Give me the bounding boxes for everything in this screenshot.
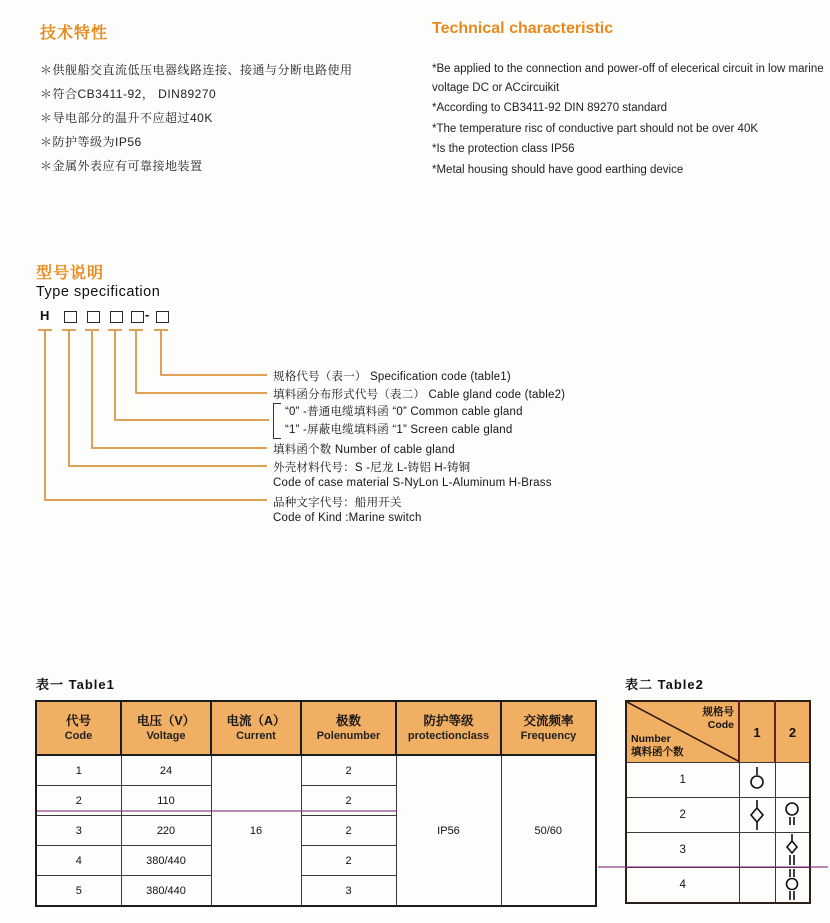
table2-corner-cell [626,701,739,763]
table2-row [626,833,810,868]
tech-title-cn: 技术特性 [40,25,109,42]
cell-voltage: 380/440 [121,876,211,907]
table2-row [626,868,810,904]
cell-gland-number: 3 [626,833,739,868]
model-code-box-2 [87,311,100,323]
label-common-gland: “0” -普通电缆填料函 “0” Common cable gland [285,406,523,418]
cell-voltage: 220 [121,816,211,846]
label-case-material-en: Code of case material S-NyLon L-Aluminum H-Brass [273,477,552,489]
cell-poles: 3 [301,876,396,907]
tech-bullet-en: *According to CB3411-92 DIN 89270 standard [432,102,668,114]
cell-voltage: 380/440 [121,846,211,876]
table1-header-code: 代号 Code [36,701,121,755]
table2-row [626,798,810,833]
label-case-material-cn: 外壳材料代号：S -尼龙 L-铸铝 H-铸铜 [273,462,471,474]
tech-bullets-cn [40,58,430,178]
cell-code: 5 [36,876,121,907]
cell-poles: 2 [301,846,396,876]
tech-bullet-en: *Be applied to the connection and power-off of elecerical circuit in low marine voltage DC or ACcircuikit [432,63,824,94]
label-kind-en: Code of Kind :Marine switch [273,512,422,524]
table1-caption: 表一 Table1 [36,677,115,692]
model-code-box-4 [131,311,144,323]
tech-bullet-cn: ＊导电部分的温升不应超过40K [40,111,213,125]
tech-bullets-en [432,60,824,181]
tech-title-en: Technical characteristic [432,20,614,37]
corner-top-en: Code [707,719,734,731]
table1-header-current: 电流（A） Current [211,701,301,755]
tech-bullet-cn: ＊供舰船交直流低压电器线路连接、接通与分断电路使用 [40,63,353,77]
tech-bullet-cn: ＊防护等级为IP56 [40,135,142,149]
gland-circle-screen-bottom-icon [775,798,810,833]
label-gland-number: 填料函个数 Number of cable gland [273,444,455,456]
scan-artifact-line [37,810,397,812]
table2-col-header-1: 1 [739,701,775,763]
table1-header-polenumber: 极数 Polenumber [301,701,396,755]
empty-cell [739,833,775,868]
label-screen-gland: “1” -屏蔽电缆填料函 “1” Screen cable gland [285,424,513,436]
tech-bullet-cn: ＊符合CB3411-92， DIN89270 [40,87,217,101]
gland-diamond-stem-top-bottom-icon [739,798,775,833]
cell-gland-number: 1 [626,763,739,798]
table2 [625,700,811,904]
label-spec-code: 规格代号（表一） Specification code (table1) [273,371,511,383]
corner-top-cn: 规格号 [702,706,734,718]
cell-gland-number: 2 [626,798,739,833]
table2-row [626,763,810,798]
cell-voltage: 110 [121,786,211,816]
gland-circle-stem-top-icon [739,763,775,798]
cell-poles: 2 [301,786,396,816]
table1-row [36,755,596,786]
type-spec-title-cn: 型号说明 [36,265,105,282]
table1-header-frequency: 交流频率 Frequency [501,701,596,755]
cell-code: 4 [36,846,121,876]
model-code-box-3 [110,311,123,323]
cell-protection-merged: IP56 [396,755,501,906]
cell-poles: 2 [301,755,396,786]
model-code-box-5 [156,311,169,323]
table1 [35,700,597,907]
bracket-shape [273,403,281,439]
cell-current-merged: 16 [211,755,301,906]
cell-code: 3 [36,816,121,846]
corner-bottom-cn: 填料函个数 [631,746,684,758]
cell-frequency-merged: 50/60 [501,755,596,906]
empty-cell [775,763,810,798]
table2-header-row [626,701,810,763]
model-code-dash: - [145,307,150,322]
table2-col-header-2: 2 [775,701,810,763]
gland-diamond-stem-top-screen-bottom-icon [775,833,810,868]
cell-code: 2 [36,786,121,816]
scan-artifact-line [598,866,828,868]
empty-cell [739,868,775,904]
tech-bullet-en: *The temperature risc of conductive part should not be over 40K [432,122,759,135]
cell-gland-number: 4 [626,868,739,904]
tech-bullet-cn: ＊金属外表应有可靠接地装置 [40,159,203,173]
cell-code: 1 [36,755,121,786]
model-code-prefix: H [40,308,50,323]
cell-voltage: 24 [121,755,211,786]
cell-poles: 2 [301,816,396,846]
tech-bullet-en: *Is the protection class IP56 [432,143,575,155]
table1-header-row [36,701,596,755]
label-kind-cn: 品种文字代号：船用开关 [273,497,402,509]
label-gland-code: 填料函分布形式代号（表二） Cable gland code (table2) [273,389,566,401]
model-code-box-1 [64,311,77,323]
table2-caption: 表二 Table2 [625,677,704,692]
table1-header-protection: 防护等级 protectionclass [396,701,501,755]
gland-circle-screen-top-bottom-icon [775,868,810,904]
type-spec-title-en: Type specification [36,284,161,300]
tech-bullet-en: *Metal housing should have good earthing device [432,163,684,176]
table1-header-voltage: 电压（V） Voltage [121,701,211,755]
corner-bottom-en: Number [631,733,671,745]
